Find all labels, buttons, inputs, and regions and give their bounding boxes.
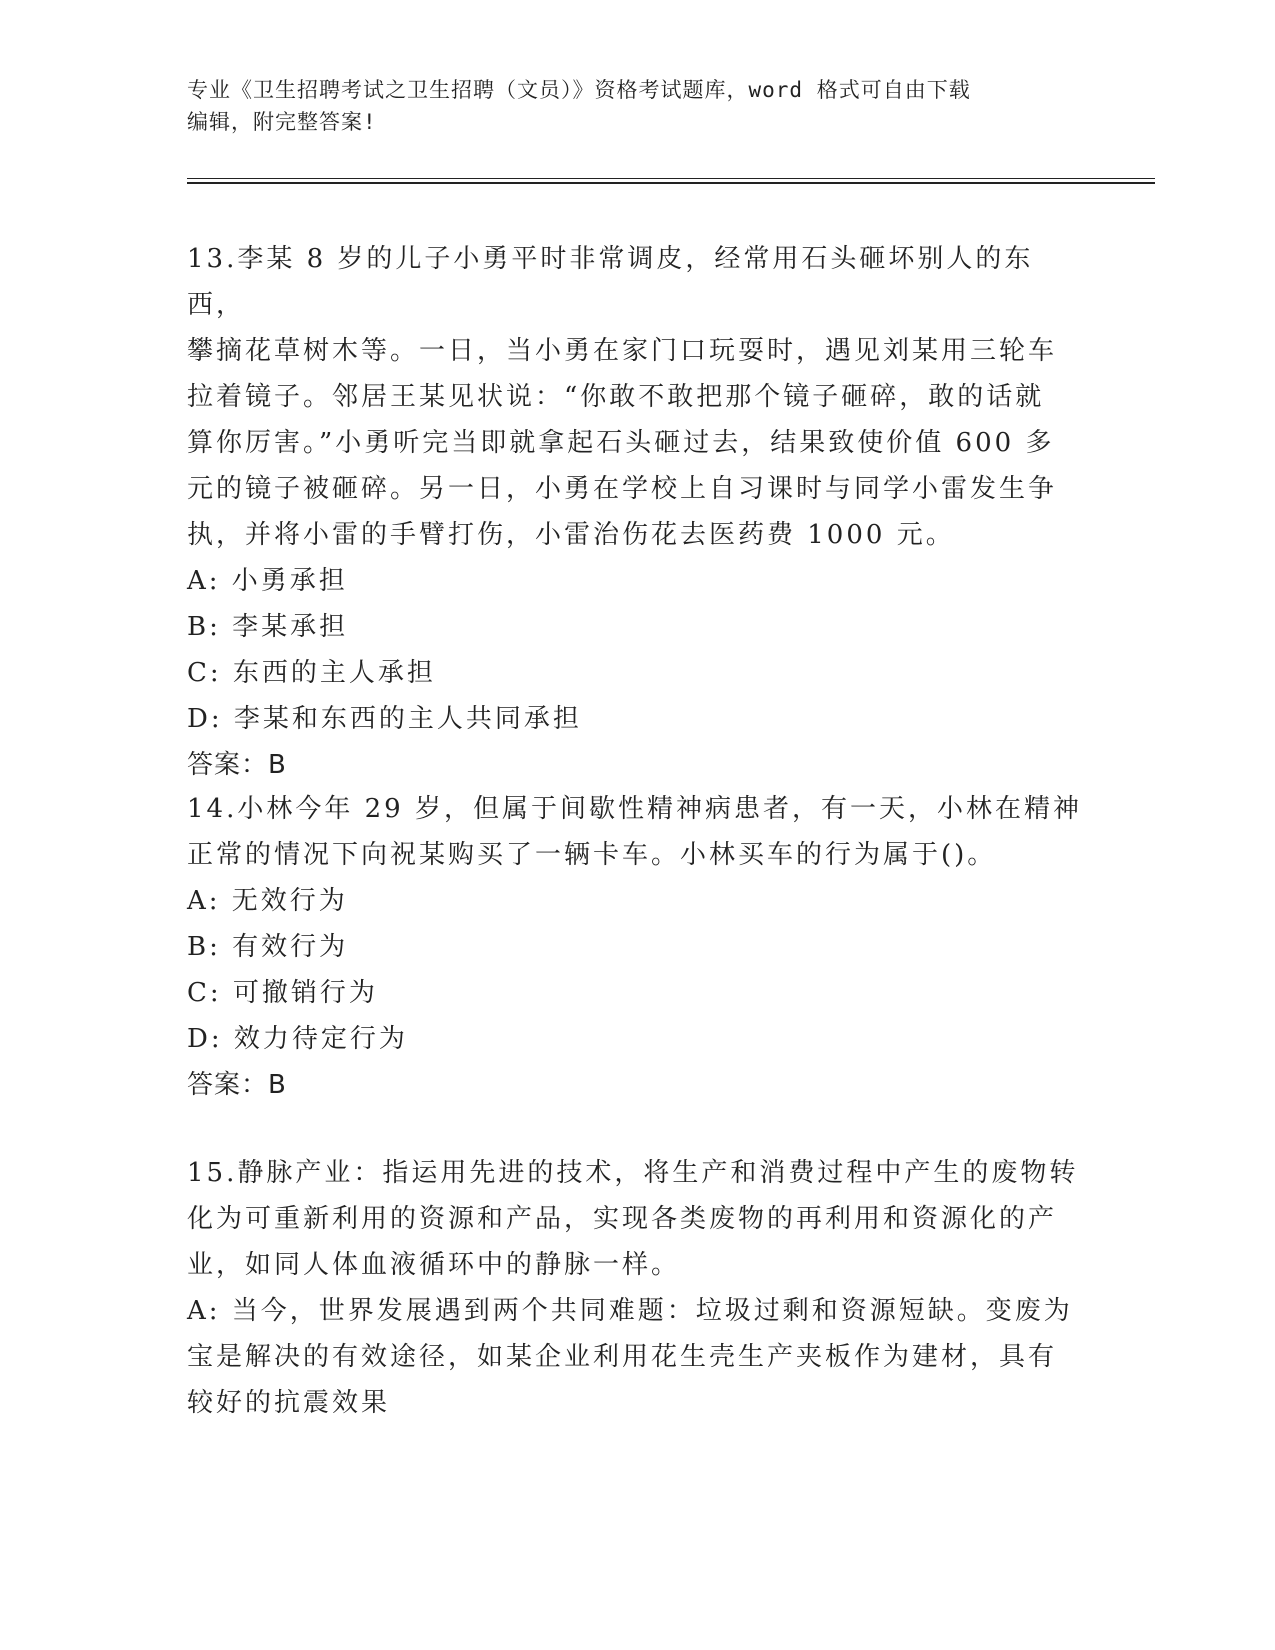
- answer-line: 答案：B: [187, 750, 287, 780]
- header-intro-line-2: 编辑，附完整答案!: [187, 110, 377, 134]
- option-a-line: 宝是解决的有效途径，如某企业利用花生壳生产夹板作为建材，具有: [187, 1342, 1058, 1372]
- header-intro-line-1: 专业《卫生招聘考试之卫生招聘（文员）》资格考试题库，word 格式可自由下载: [187, 78, 971, 102]
- question-15: [187, 1150, 1082, 1426]
- question-14: [187, 786, 1082, 1108]
- question-stem-line: 攀摘花草树木等。一日，当小勇在家门口玩耍时，遇见刘某用三轮车: [187, 336, 1058, 366]
- option-c: C: 可撤销行为: [187, 978, 378, 1008]
- option-d: D: 李某和东西的主人共同承担: [187, 704, 582, 734]
- option-b: B: 李某承担: [187, 612, 349, 642]
- question-stem-line: 拉着镜子。邻居王某见状说：“你敢不敢把那个镜子砸碎，敢的话就: [187, 382, 1045, 412]
- header-divider-thin: [187, 178, 1155, 179]
- option-a: A: 无效行为: [187, 886, 348, 916]
- question-stem-line: 15.静脉产业：指运用先进的技术，将生产和消费过程中产生的废物转: [187, 1158, 1079, 1188]
- option-a-line: 较好的抗震效果: [187, 1388, 391, 1418]
- document-header: [187, 74, 1077, 138]
- option-c: C: 东西的主人承担: [187, 658, 436, 688]
- option-a: A: 小勇承担: [187, 566, 348, 596]
- question-stem-line: 14.小林今年 29 岁，但属于间歇性精神病患者，有一天，小林在精神: [187, 794, 1082, 824]
- question-stem-line: 算你厉害。”小勇听完当即就拿起石头砸过去，结果致使价值 600 多: [187, 428, 1055, 458]
- question-stem-line: 正常的情况下向祝某购买了一辆卡车。小林买车的行为属于()。: [187, 840, 997, 870]
- question-stem-line: 化为可重新利用的资源和产品，实现各类废物的再利用和资源化的产: [187, 1204, 1058, 1234]
- question-stem-line: 业，如同人体血液循环中的静脉一样。: [187, 1250, 681, 1280]
- question-stem-line: 13.李某 8 岁的儿子小勇平时非常调皮，经常用石头砸坏别人的东西，: [187, 244, 1034, 320]
- question-stem-line: 元的镜子被砸碎。另一日，小勇在学校上自习课时与同学小雷发生争: [187, 474, 1058, 504]
- header-divider-thick: [187, 182, 1155, 184]
- question-13: [187, 236, 1082, 788]
- answer-line: 答案：B: [187, 1070, 287, 1100]
- option-d: D: 效力待定行为: [187, 1024, 408, 1054]
- option-b: B: 有效行为: [187, 932, 349, 962]
- question-stem-line: 执，并将小雷的手臂打伤，小雷治伤花去医药费 1000 元。: [187, 520, 955, 550]
- option-a-line: A: 当今，世界发展遇到两个共同难题：垃圾过剩和资源短缺。变废为: [187, 1296, 1073, 1326]
